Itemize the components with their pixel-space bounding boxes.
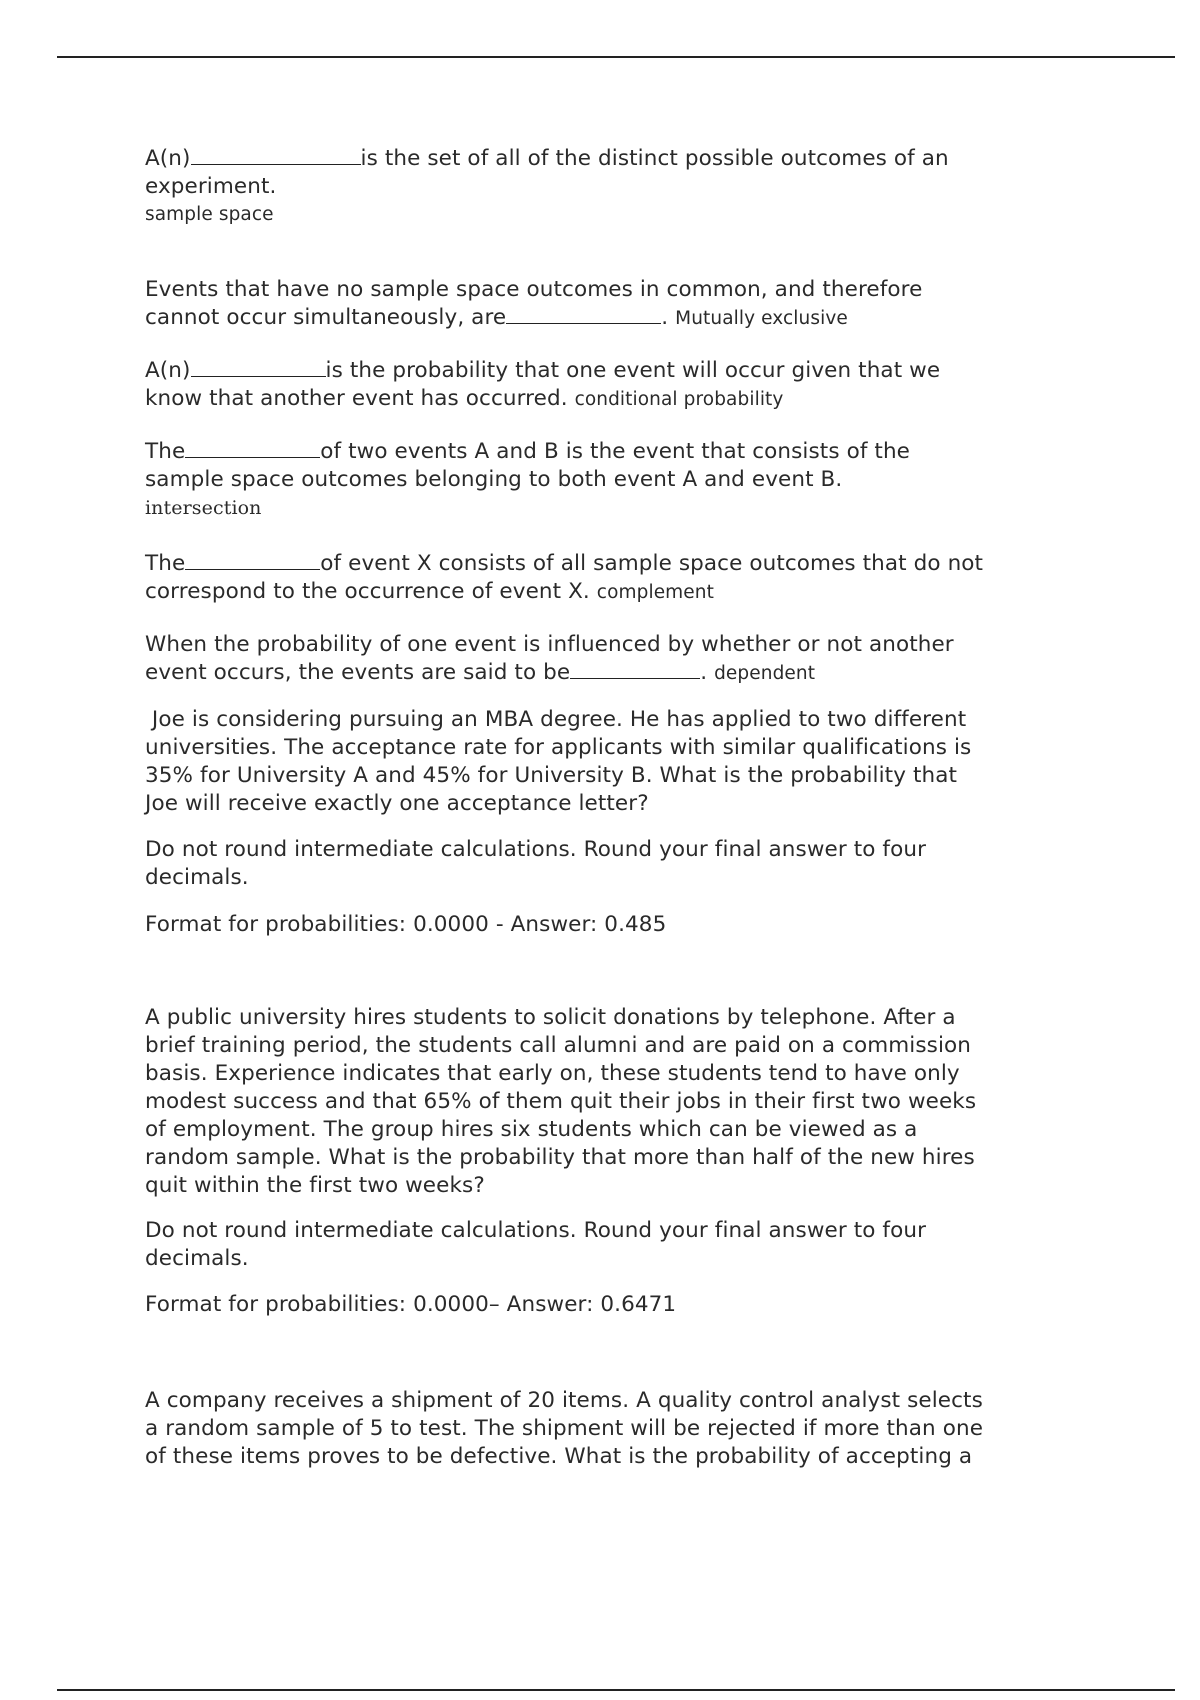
text: Do not round intermediate calculations. Round your final answer to four (145, 837, 927, 862)
answer-text: complement (596, 582, 714, 603)
text: of two events A and B is the event that consists of the (320, 439, 911, 464)
answer-text: intersection (145, 497, 262, 519)
text: Do not round intermediate calculations. Round your final answer to four (145, 1218, 927, 1243)
text: cannot occur simultaneously, are (145, 305, 507, 330)
bottom-rule (57, 1689, 1175, 1691)
text: brief training period, the students call alumni and are paid on a commission (145, 1033, 972, 1058)
text: decimals. (145, 1246, 249, 1271)
text: random sample. What is the probability that more than half of the new hires (145, 1145, 975, 1170)
text: correspond to the occurrence of event X. (145, 579, 590, 604)
text: A(n) (145, 146, 191, 171)
text: A public university hires students to solicit donations by telephone. After a (145, 1005, 956, 1030)
answer-blank (191, 146, 361, 165)
text: Joe will receive exactly one acceptance letter? (145, 791, 649, 816)
text: universities. The acceptance rate for applicants with similar qualifications is (145, 735, 972, 760)
answer-text: sample space (145, 204, 274, 225)
text: know that another event has occurred. (145, 386, 568, 411)
question-intersection (145, 438, 1145, 522)
text: is the probability that one event will occur given that we (325, 358, 941, 383)
answer-text: Mutually exclusive (675, 308, 848, 329)
answer-text: dependent (714, 663, 816, 684)
question-dependent (145, 631, 1145, 688)
text: event occurs, the events are said to be (145, 660, 571, 685)
text: of event X consists of all sample space outcomes that do not (320, 551, 984, 576)
answer-text: conditional probability (574, 389, 784, 410)
text: When the probability of one event is influenced by whether or not another (145, 632, 954, 657)
text: The (145, 551, 186, 576)
text: Events that have no sample space outcomes in common, and therefore (145, 277, 923, 302)
answer-blank (185, 551, 320, 570)
question-university-hires (145, 1004, 1145, 1319)
question-shipment (145, 1387, 1145, 1471)
text: experiment. (145, 174, 277, 199)
text: a random sample of 5 to test. The shipment will be rejected if more than one (145, 1416, 984, 1441)
answer-blank (570, 660, 700, 679)
text: Joe is considering pursuing an MBA degree. He has applied to two different (145, 707, 967, 732)
answer-blank (506, 305, 661, 324)
text: is the set of all of the distinct possible outcomes of an (360, 146, 949, 171)
text: 35% for University A and 45% for University B. What is the probability that (145, 763, 958, 788)
text: sample space outcomes belonging to both event A and event B. (145, 467, 843, 492)
text: The (145, 439, 186, 464)
text: quit within the first two weeks? (145, 1173, 485, 1198)
question-complement (145, 550, 1145, 607)
text: . (661, 305, 669, 330)
question-sample-space (145, 145, 1145, 229)
question-conditional-probability (145, 357, 1145, 414)
text: of these items proves to be defective. What is the probability of accepting a (145, 1444, 973, 1469)
question-mutually-exclusive (145, 276, 1145, 333)
question-mba (145, 706, 1145, 939)
answer-blank (185, 439, 320, 458)
text: basis. Experience indicates that early on, these students tend to have only (145, 1061, 960, 1086)
top-rule (57, 56, 1175, 58)
text: A(n) (145, 358, 191, 383)
text: modest success and that 65% of them quit their jobs in their first two weeks (145, 1089, 977, 1114)
text: A company receives a shipment of 20 items. A quality control analyst selects (145, 1388, 983, 1413)
answer-text: Format for probabilities: 0.0000 - Answer: 0.485 (145, 912, 667, 937)
text: of employment. The group hires six students which can be viewed as a (145, 1117, 918, 1142)
answer-blank (191, 358, 326, 377)
answer-text: Format for probabilities: 0.0000– Answer: 0.6471 (145, 1292, 677, 1317)
text: . (700, 660, 708, 685)
text: decimals. (145, 865, 249, 890)
